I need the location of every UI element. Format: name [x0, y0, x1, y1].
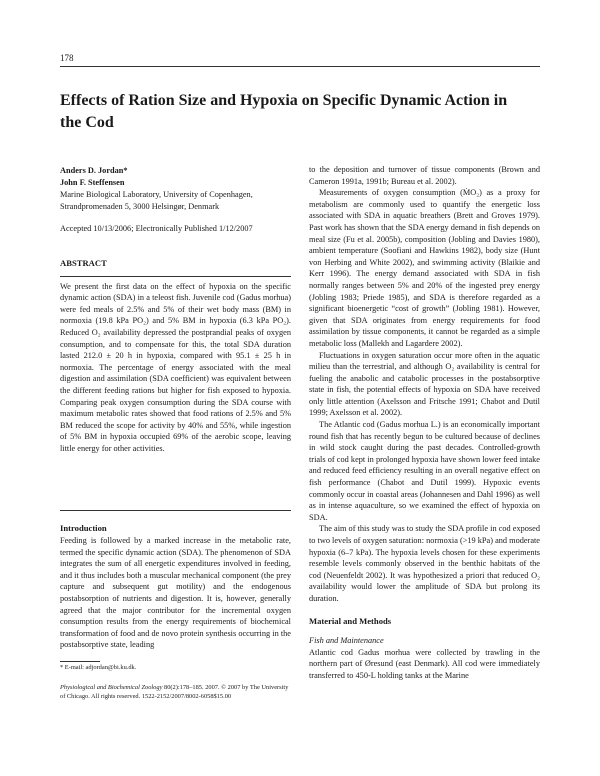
- affiliation-line: Marine Biological Laboratory, University of Copenhagen,: [60, 190, 253, 200]
- right-column: [309, 164, 540, 682]
- left-column: [60, 165, 291, 651]
- body-paragraph: Measurements of oxygen consumption (ṀO₂) as a proxy for metabolism are commonly used to quantify the energetic loss associated with SDA in aquatic breathers (Brett and Groves 1979). Past work has shown that the SDA energy demand in fish depends on meal size (Fu et al. 2005b), composition (Jobling and Davies 1980), ambient temperature (Soofiani and Hawkins 1982), body size (Hunt von Herbing and White 2002), and swimming activity (Blaikie and Kerr 1996). The energy demand associated with SDA in fish normally ranges between 5% and 20% of the ingested prey energy (Jobling 1983; Priede 1985), and SDA is therefore regarded as a significant bioenergetic “cost of growth” (Jobling 1981). However, given that SDA originates from energy requirements for food assimilation by tissue components, it cannot be regarded as a simple metabolic loss (Mallekh and Lagardere 2002).: [309, 188, 540, 348]
- affiliation: [60, 189, 291, 212]
- section-rule: [60, 510, 291, 511]
- methods-heading: Material and Methods: [309, 615, 392, 626]
- body-paragraph: to the deposition and turnover of tissue components (Brown and Cameron 1991a, 1991b; Bureau et al. 2002).: [309, 165, 540, 186]
- abstract-rule: [60, 276, 291, 277]
- footnote-email: * E-mail: adjordan@bi.ku.dk.: [60, 664, 137, 671]
- introduction-heading: Introduction: [60, 523, 107, 534]
- page-number: 178: [60, 53, 74, 63]
- journal-citation: [60, 683, 293, 701]
- introduction-text: Feeding is followed by a marked increase in the metabolic rate, termed the specific dynamic action (SDA). The phenomenon of SDA integrates the sum of all energetic expenditures involved in feeding, and it thus includes both a muscular mechanical component (the prey capture and subsequent gut motility) and the endogenous postabsorption of nutrients and digestion. It is, however, generally agreed that the major contributor for the incremental oxygen consumption results from the energy requirements of biochemical transformation of food and de novo protein synthesis occurring in the postabsorptive state, leading: [60, 536, 291, 650]
- header-rule: [60, 66, 540, 67]
- author-name: Anders D. Jordan*: [60, 166, 128, 175]
- methods-text: Atlantic cod Gadus morhua were collected by trawling in the northern part of Øresund (east Denmark). All cod were immediately transferred to 450-L holding tanks at the Marine: [309, 647, 540, 680]
- affiliation-line: Strandpromenaden 5, 3000 Helsingør, Denmark: [60, 201, 220, 211]
- accepted-date: Accepted 10/13/2006; Electronically Published 1/12/2007: [60, 224, 253, 234]
- journal-citation-text: 80(2):178–185. 2007. © 2007 by The University of Chicago. All rights reserved. 1522-2152/2007/8002-6058$15.00: [60, 684, 289, 700]
- article-title: Effects of Ration Size and Hypoxia on Specific Dynamic Action in the Cod: [60, 92, 508, 131]
- abstract-heading: ABSTRACT: [60, 257, 107, 268]
- methods-subheading: Fish and Maintenance: [309, 636, 384, 646]
- abstract-text: We present the first data on the effect of hypoxia on the specific dynamic action (SDA) in a teleost fish. Juvenile cod (Gadus morhua) were fed meals of 2.5% and 5% of their wet body mass (BM) in normoxia (19.8 kPa PO₂) and 5% BM in hypoxia (6.3 kPa PO₂). Reduced O₂ availability depressed the postprandial peaks of oxygen consumption, and to compensate for this, the total SDA duration lasted 212.0 ± 20 h in hypoxia, compared with 95.1 ± 25 h in normoxia. The percentage of energy associated with the meal digestion and assimilation (SDA coefficient) was equivalent between the different feeding rations but higher for fish exposed to hypoxia. Comparing peak oxygen consumption during the SDA course with maximum metabolic rates showed that food rations of 2.5% and 5% BM reduced the scope for activity by 40% and 55%, while ingestion of 5% BM in hypoxia occupied 69% of the aerobic scope, leaving little energy for other activities.: [60, 281, 291, 453]
- body-paragraph: The aim of this study was to study the SDA profile in cod exposed to two levels of oxygen saturation: normoxia (>19 kPa) and moderate hypoxia (6–7 kPa). The hypoxia levels chosen for these experiments resemble levels commonly observed in the benthic habitats of the cod (Neuenfeldt 2002). It was hypothesized a priori that reduced O₂ availability would lower the amplitude of SDA but prolong its duration.: [309, 524, 540, 603]
- body-paragraph: The Atlantic cod (Gadus morhua L.) is an economically important round fish that has recently begun to be cultured because of declines in wild stock caught during the past decades. Controlled-growth trials of cod kept in prolonged hypoxia have shown lower feed intake and reduced feed efficiency resulting in an overall negative effect on fish performance (Chabot and Dutil 1999). Hypoxic events commonly occur in coastal areas (Johannesen and Dahl 1996) as well as in intense aquaculture, so we examined the effect of hypoxia on SDA.: [309, 420, 540, 522]
- journal-name: Physiological and Biochemical Zoology: [60, 684, 163, 691]
- body-paragraph: Fluctuations in oxygen saturation occur more often in the aquatic milieu than the terrestrial, and although O₂ availability is central for fueling the anabolic and catabolic processes in the postabsorptive state in fish, the potential effects of hypoxia on SDA have received only little attention (Axelsson and Fritsche 1991; Chabot and Dutil 1999; Axelsson et al. 2002).: [309, 350, 540, 418]
- author-list: [60, 165, 291, 188]
- author-name: John F. Steffensen: [60, 177, 125, 187]
- footnote-rule: [60, 661, 100, 662]
